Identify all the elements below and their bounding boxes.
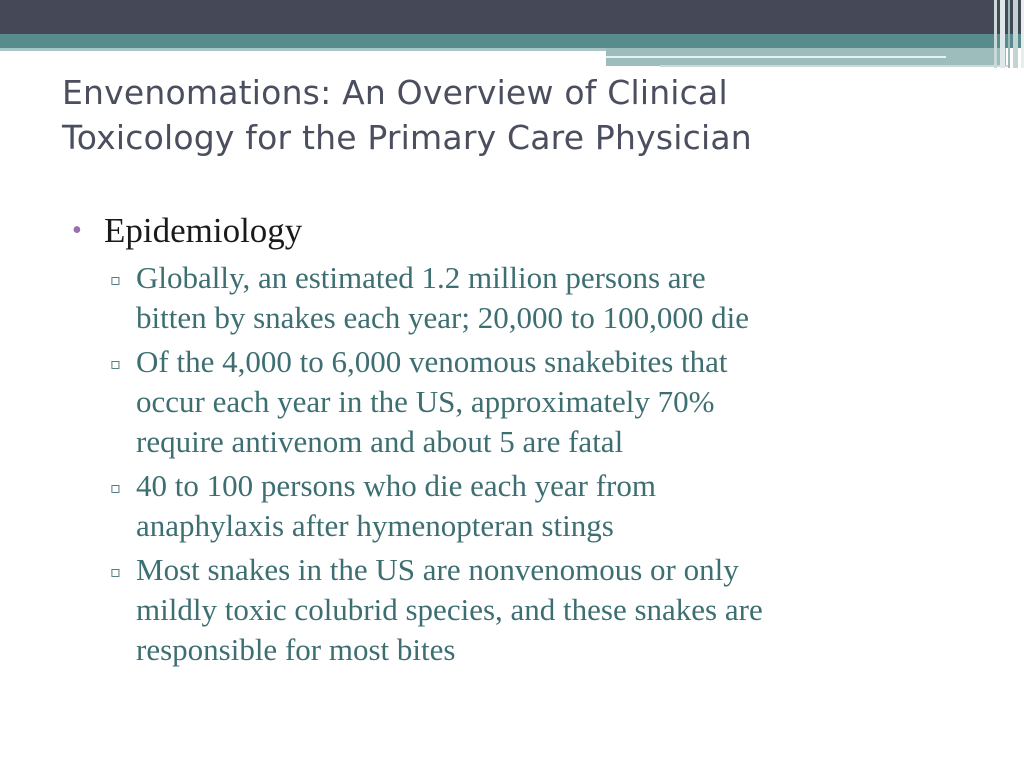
slide-body <box>72 208 972 674</box>
title-line: Toxicology for the Primary Care Physician <box>62 118 752 157</box>
header-stripes <box>994 0 1024 68</box>
bullet-heading <box>72 208 972 254</box>
stripe <box>1000 0 1004 68</box>
square-bullet-icon: ▫ <box>110 354 121 373</box>
slide-title <box>62 70 962 160</box>
bullet-dot-icon: • <box>72 215 82 246</box>
list-item-line: require antivenom and about 5 are fatal <box>136 424 624 459</box>
title-line: Envenomations: An Overview of Clinical <box>62 73 728 112</box>
header-teal-band <box>0 34 1024 48</box>
header-accent-line <box>606 56 946 58</box>
list-item-line: Most snakes in the US are nonvenomous or only <box>136 552 739 587</box>
list-item <box>72 466 972 546</box>
list-item <box>72 550 972 670</box>
list-item-line: 40 to 100 persons who die each year from <box>136 468 656 503</box>
stripe <box>1013 0 1018 68</box>
header-dark-band <box>0 0 1024 34</box>
list-item-line: occur each year in the US, approximately 70% <box>136 384 715 419</box>
list-item-line: responsible for most bites <box>136 632 456 667</box>
list-item-line: anaphylaxis after hymenopteran stings <box>136 508 614 543</box>
list-item-line: mildly toxic colubrid species, and these snakes are <box>136 592 763 627</box>
stripe <box>1008 0 1011 68</box>
sub-bullet-list <box>72 258 972 670</box>
list-item <box>72 258 972 338</box>
header-accent-line <box>0 48 606 51</box>
square-bullet-icon: ▫ <box>110 478 121 497</box>
heading-text: Epidemiology <box>104 211 303 250</box>
list-item-line: Globally, an estimated 1.2 million persons are <box>136 260 706 295</box>
list-item-line: bitten by snakes each year; 20,000 to 100,000 die <box>136 300 749 335</box>
square-bullet-icon: ▫ <box>110 270 121 289</box>
list-item <box>72 342 972 462</box>
header-accent-line <box>660 65 1010 67</box>
stripe <box>994 0 997 68</box>
square-bullet-icon: ▫ <box>110 562 121 581</box>
list-item-line: Of the 4,000 to 6,000 venomous snakebites that <box>136 344 728 379</box>
